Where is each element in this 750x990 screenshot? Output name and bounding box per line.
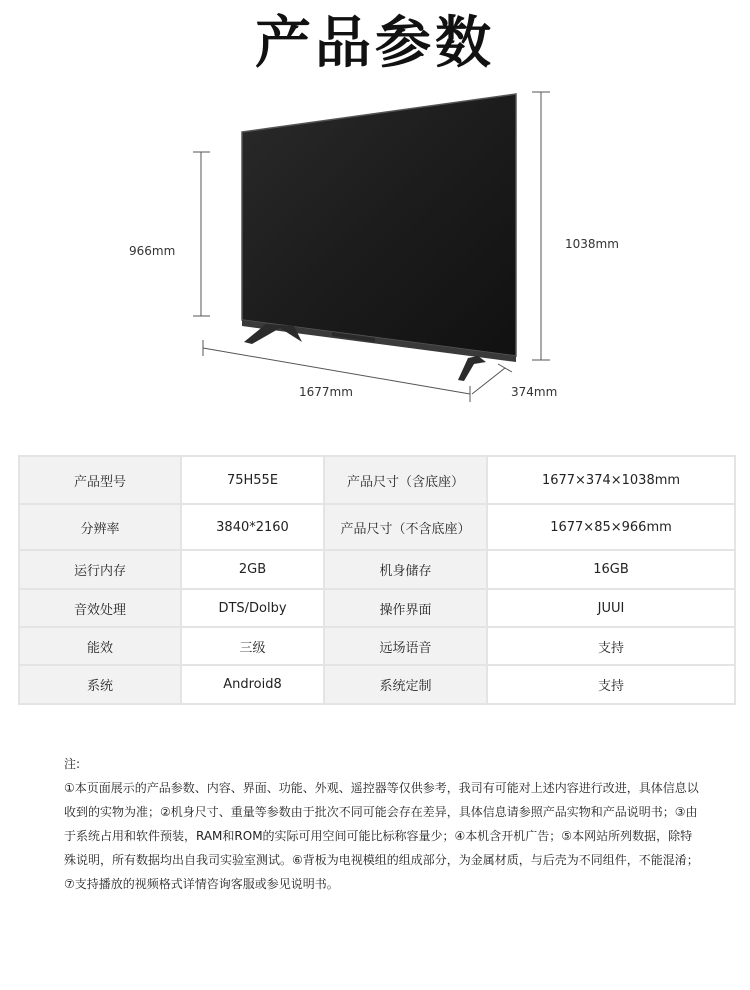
depth-374-label: 374mm xyxy=(511,385,558,399)
spec-key: 分辨率 xyxy=(19,504,181,550)
tv-dimension-diagram xyxy=(0,80,750,420)
spec-key: 音效处理 xyxy=(19,589,181,627)
table-row xyxy=(19,550,735,589)
spec-value: 75H55E xyxy=(181,456,324,504)
notes-body: ①本页面展示的产品参数、内容、界面、功能、外观、遥控器等仅供参考，我司有可能对上述内容进行改进，具体信息以收到的实物为准；②机身尺寸、重量等参数由于批次不同可能会存在差异，具体信息请参照产品实物和产品说明书；③由于系统占用和软件预装，RAM和ROM的实际可用空间可能比标称容量少；④本机含开机广告；⑤本网站所列数据，除特殊说明，所有数据均出自我司实验室测试。⑥背板为电视模组的组成部分，为金属材质，与后壳为不同组件，不能混淆；⑦支持播放的视频格式详情咨询客服或参见说明书。 xyxy=(64,781,699,891)
spec-value: 2GB xyxy=(181,550,324,589)
spec-key: 机身储存 xyxy=(324,550,487,589)
tv-screen xyxy=(242,94,516,356)
spec-key: 产品尺寸（不含底座） xyxy=(324,504,487,550)
spec-key: 能效 xyxy=(19,627,181,665)
spec-value: 1677×85×966mm xyxy=(487,504,735,550)
spec-key: 系统定制 xyxy=(324,665,487,704)
spec-value: 支持 xyxy=(487,627,735,665)
table-row xyxy=(19,456,735,504)
tv-illustration xyxy=(0,80,750,420)
spec-key: 产品型号 xyxy=(19,456,181,504)
tv-right-stand xyxy=(458,356,486,381)
spec-table xyxy=(18,455,736,705)
spec-key: 产品尺寸（含底座） xyxy=(324,456,487,504)
spec-value: 三级 xyxy=(181,627,324,665)
table-row xyxy=(19,504,735,550)
height-1038-label: 1038mm xyxy=(565,237,619,251)
spec-key: 运行内存 xyxy=(19,550,181,589)
notes-section xyxy=(64,752,704,896)
spec-value: 支持 xyxy=(487,665,735,704)
spec-key: 系统 xyxy=(19,665,181,704)
spec-value: Android8 xyxy=(181,665,324,704)
spec-value: 16GB xyxy=(487,550,735,589)
table-row xyxy=(19,589,735,627)
notes-heading: 注: xyxy=(64,757,81,771)
spec-value: JUUI xyxy=(487,589,735,627)
spec-value: DTS/Dolby xyxy=(181,589,324,627)
spec-value: 3840*2160 xyxy=(181,504,324,550)
table-row xyxy=(19,665,735,704)
spec-value: 1677×374×1038mm xyxy=(487,456,735,504)
page-title: 产品参数 xyxy=(255,11,495,76)
spec-key: 远场语音 xyxy=(324,627,487,665)
table-row xyxy=(19,627,735,665)
width-1677-label: 1677mm xyxy=(299,385,353,399)
height-966-label: 966mm xyxy=(129,244,176,258)
depth-374-line xyxy=(472,368,505,394)
spec-key: 操作界面 xyxy=(324,589,487,627)
